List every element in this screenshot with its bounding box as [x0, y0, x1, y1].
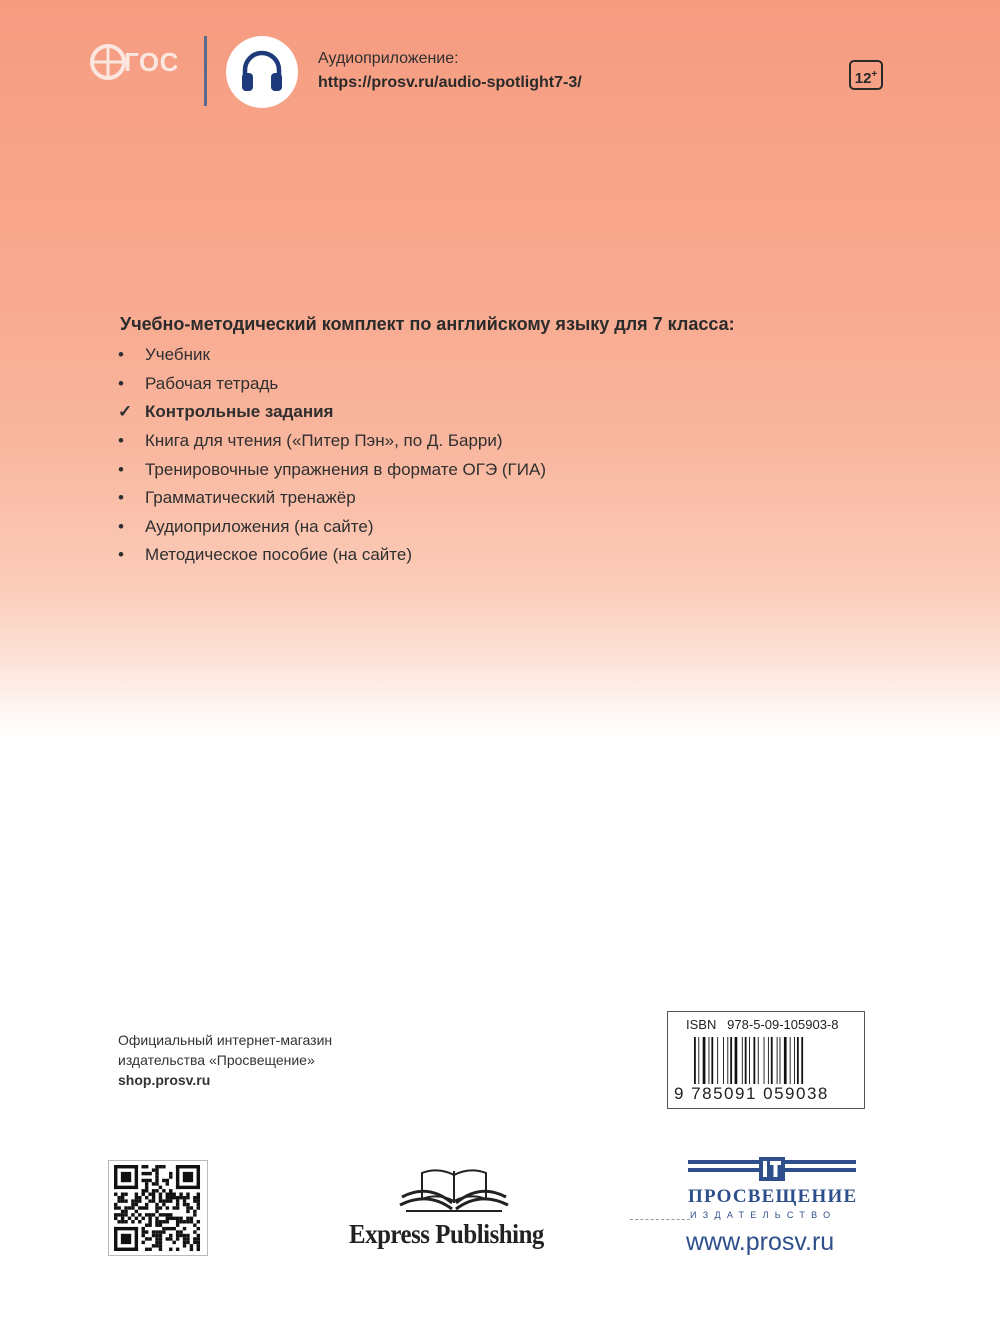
list-item-label: Тренировочные упражнения в формате ОГЭ (ГИА) — [145, 459, 546, 479]
bullet: • — [118, 488, 124, 508]
headphones-icon — [238, 48, 286, 96]
shop-url-link[interactable]: shop.prosv.ru — [118, 1072, 211, 1088]
qr-code[interactable] — [108, 1160, 208, 1256]
list-item — [118, 370, 546, 399]
bullet: • — [118, 459, 124, 479]
shop-line-2: издательства «Просвещение» — [118, 1052, 315, 1068]
list-item-label: Рабочая тетрадь — [145, 373, 279, 393]
audio-title: Аудиоприложение: — [318, 50, 459, 67]
list-item — [118, 455, 546, 484]
list-item-current — [118, 398, 546, 427]
list-item — [118, 513, 546, 542]
shop-info — [118, 1030, 332, 1090]
list-item — [118, 541, 546, 570]
list-item — [118, 341, 546, 370]
audio-badge — [226, 36, 298, 108]
bullet: • — [118, 516, 124, 536]
kit-title: Учебно-методический комплект по английскому языку для 7 класса: — [120, 314, 735, 334]
divider-dots — [630, 1219, 690, 1220]
prosv-subtitle: ИЗДАТЕЛЬСТВО — [690, 1210, 837, 1220]
barcode-digits: 9 785091 059038 — [674, 1084, 829, 1103]
isbn-barcode — [667, 1011, 865, 1109]
audio-url-link[interactable]: https://prosv.ru/audio-spotlight7-3/ — [318, 74, 582, 91]
list-item — [118, 484, 546, 513]
checkmark-icon: ✓ — [118, 402, 133, 422]
age-rating-number: 12 — [854, 70, 872, 87]
prosv-url-link[interactable]: www.prosv.ru — [686, 1228, 835, 1256]
list-item-label: Методическое пособие (на сайте) — [145, 545, 413, 565]
kit-list — [118, 341, 546, 570]
list-item-label: Грамматический тренажёр — [145, 488, 356, 508]
list-item-label: Контрольные задания — [145, 402, 334, 422]
prosv-name: ПРОСВЕЩЕНИЕ — [688, 1186, 858, 1207]
bullet: • — [118, 431, 124, 451]
list-item-label: Книга для чтения («Питер Пэн», по Д. Барри) — [145, 431, 503, 451]
age-rating-plus: + — [871, 69, 878, 80]
qr-code-icon — [113, 1165, 201, 1251]
list-item-label: Учебник — [145, 345, 210, 365]
header-divider — [204, 36, 207, 106]
list-item — [118, 427, 546, 456]
prosv-emblem-icon — [757, 1153, 787, 1183]
book-emblem-icon — [398, 1163, 510, 1215]
bullet: • — [118, 545, 124, 565]
isbn-number: ISBN 978-5-09-105903-8 — [686, 1017, 839, 1032]
bullet: • — [118, 345, 124, 365]
age-rating-badge — [849, 60, 883, 90]
fgos-label: ГОС — [124, 47, 179, 77]
bullet: • — [118, 373, 124, 393]
express-publishing-logo: Express Publishing — [349, 1219, 544, 1249]
shop-line-1: Официальный интернет-магазин — [118, 1032, 333, 1048]
list-item-label: Аудиоприложения (на сайте) — [145, 516, 374, 536]
fgos-logo — [88, 38, 183, 88]
